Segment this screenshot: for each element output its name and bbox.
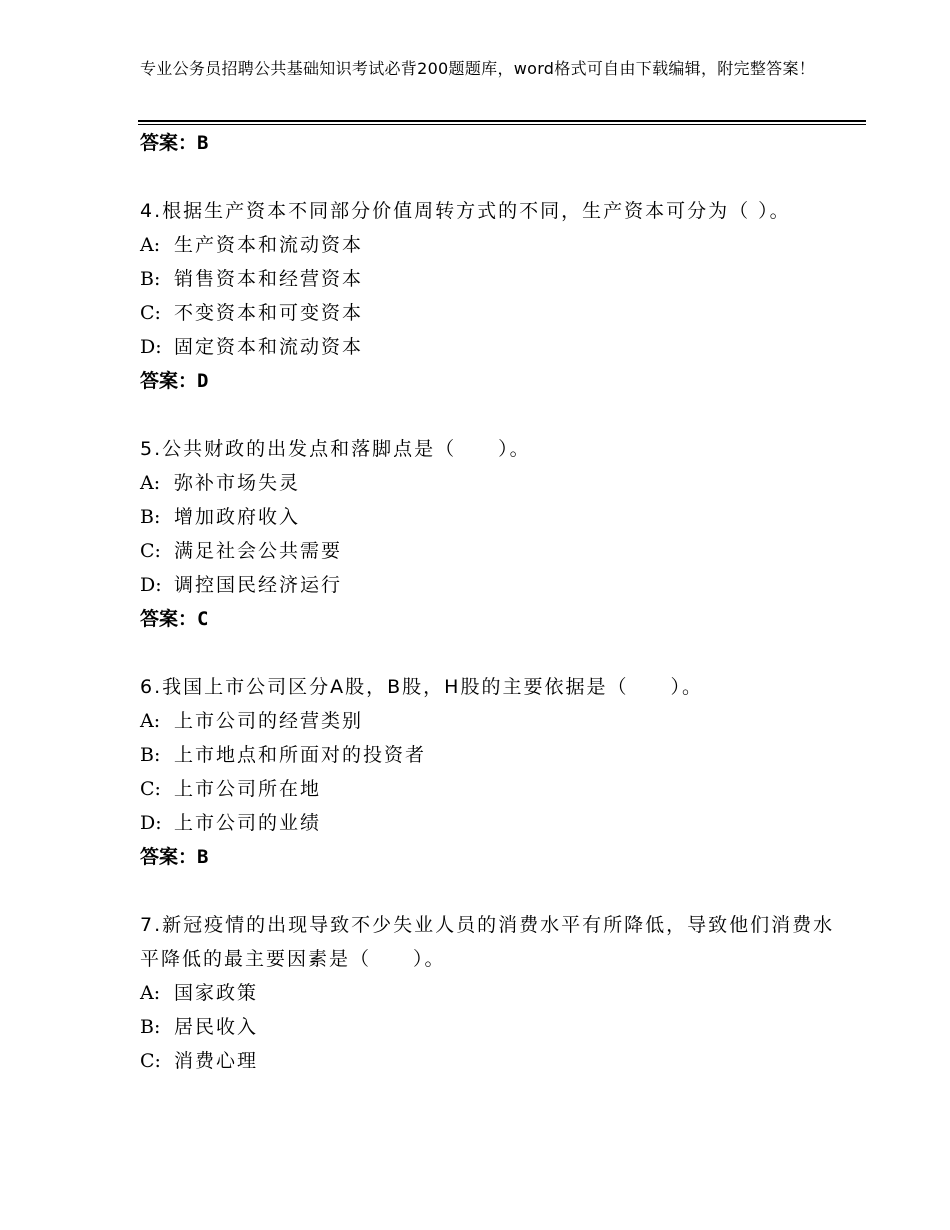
question-5 [140, 432, 840, 636]
option-key: A: [140, 710, 161, 732]
option-key: A: [140, 234, 161, 256]
option-a [140, 704, 840, 738]
option-text: 不变资本和可变资本 [174, 302, 364, 324]
option-key: C: [140, 540, 161, 562]
option-b [140, 500, 840, 534]
option-key: C: [140, 1050, 161, 1072]
option-key: D: [140, 574, 162, 596]
option-text: 上市公司的业绩 [174, 812, 322, 834]
answer-line [140, 840, 840, 874]
question-7 [140, 908, 840, 1078]
option-b [140, 738, 840, 772]
option-key: C: [140, 778, 161, 800]
option-d [140, 330, 840, 364]
question-text: 4.根据生产资本不同部分价值周转方式的不同，生产资本可分为（ ）。 [140, 200, 791, 222]
option-text: 销售资本和经营资本 [174, 268, 364, 290]
option-b [140, 1010, 840, 1044]
question-text: 6.我国上市公司区分A股，B股，H股的主要依据是（ ）。 [140, 676, 703, 698]
option-text: 上市地点和所面对的投资者 [174, 744, 427, 766]
option-key: A: [140, 982, 161, 1004]
answer-value: C [197, 608, 209, 630]
option-text: 增加政府收入 [174, 506, 301, 528]
option-d [140, 568, 840, 602]
answer-value: D [197, 370, 209, 392]
option-text: 固定资本和流动资本 [174, 336, 364, 358]
option-c [140, 296, 840, 330]
option-text: 消费心理 [174, 1050, 259, 1072]
header-text: 专业公务员招聘公共基础知识考试必背200题题库，word格式可自由下载编辑，附完整答案！ [140, 59, 816, 78]
option-key: D: [140, 812, 162, 834]
answer-value: B [197, 846, 209, 868]
header-divider [138, 120, 866, 125]
option-a [140, 466, 840, 500]
option-text: 国家政策 [174, 982, 259, 1004]
answer-label: 答案： [140, 608, 198, 630]
answer-value: B [197, 132, 209, 154]
option-text: 居民收入 [174, 1016, 259, 1038]
option-d [140, 806, 840, 840]
option-key: B: [140, 1016, 161, 1038]
option-key: D: [140, 336, 162, 358]
question-text: 7.新冠疫情的出现导致不少失业人员的消费水平有所降低，导致他们消费水平降低的最主要因素是（ ）。 [140, 914, 835, 970]
option-text: 调控国民经济运行 [174, 574, 343, 596]
option-key: B: [140, 268, 161, 290]
option-text: 弥补市场失灵 [174, 472, 301, 494]
option-text: 满足社会公共需要 [174, 540, 343, 562]
option-key: C: [140, 302, 161, 324]
option-c [140, 534, 840, 568]
option-c [140, 772, 840, 806]
answer-label: 答案： [140, 132, 198, 154]
option-a [140, 228, 840, 262]
option-key: B: [140, 744, 161, 766]
option-key: A: [140, 472, 161, 494]
question-text: 5.公共财政的出发点和落脚点是（ ）。 [140, 438, 531, 460]
option-text: 生产资本和流动资本 [174, 234, 364, 256]
answer-label: 答案： [140, 370, 198, 392]
page-header [140, 58, 820, 80]
answer-line [140, 602, 840, 636]
question-4 [140, 194, 840, 398]
option-key: B: [140, 506, 161, 528]
option-text: 上市公司的经营类别 [174, 710, 364, 732]
option-b [140, 262, 840, 296]
answer-label: 答案： [140, 846, 198, 868]
question-list [140, 126, 840, 1078]
option-c [140, 1044, 840, 1078]
answer-line [140, 126, 840, 160]
question-6 [140, 670, 840, 874]
option-a [140, 976, 840, 1010]
option-text: 上市公司所在地 [174, 778, 322, 800]
answer-line [140, 364, 840, 398]
